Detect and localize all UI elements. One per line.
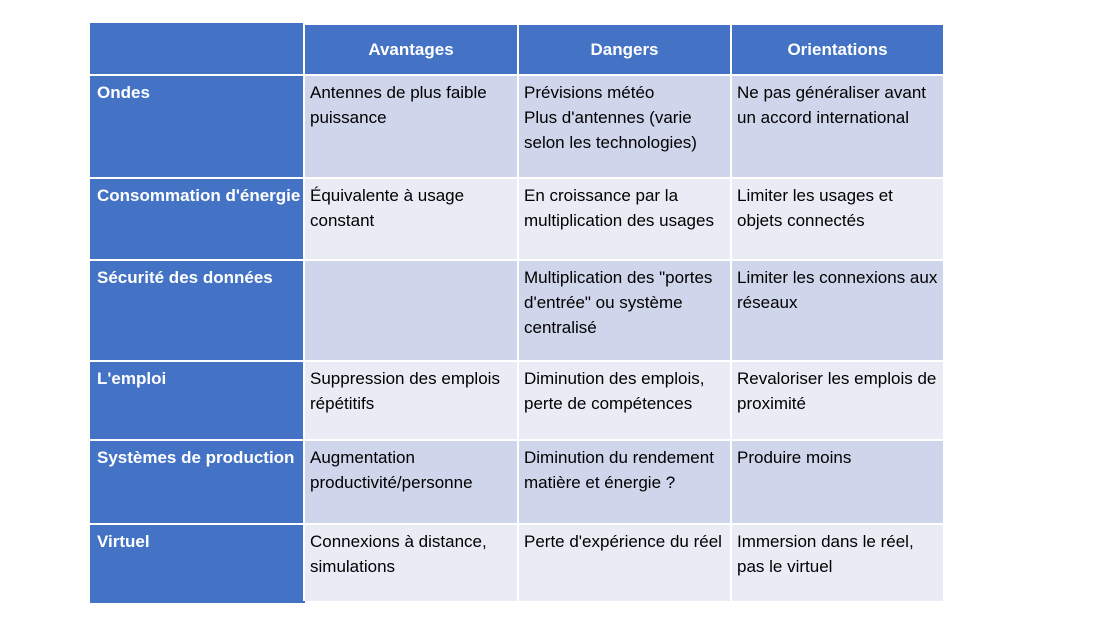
table-row [91, 440, 944, 524]
cell-avantages: Augmentation productivité/personne [304, 440, 518, 524]
cell-dangers: Diminution des emplois, perte de compétences [518, 361, 731, 440]
cell-orientations: Limiter les usages et objets connectés [731, 178, 944, 260]
row-label-ondes: Ondes [91, 75, 304, 178]
cell-dangers: En croissance par la multiplication des usages [518, 178, 731, 260]
table-row [91, 75, 944, 178]
cell-dangers: Multiplication des "portes d'entrée" ou système centralisé [518, 260, 731, 361]
cell-orientations: Ne pas généraliser avant un accord international [731, 75, 944, 178]
cell-avantages: Antennes de plus faible puissance [304, 75, 518, 178]
cell-dangers: Diminution du rendement matière et énergie ? [518, 440, 731, 524]
cell-orientations: Produire moins [731, 440, 944, 524]
table-row [91, 361, 944, 440]
comparison-table [90, 23, 945, 603]
header-avantages: Avantages [304, 24, 518, 75]
header-corner [91, 24, 304, 75]
cell-avantages: Connexions à distance, simulations [304, 524, 518, 602]
table-row [91, 178, 944, 260]
cell-dangers: Perte d'expérience du réel [518, 524, 731, 602]
table-row [91, 524, 944, 602]
cell-dangers: Prévisions météo Plus d'antennes (varie selon les technologies) [518, 75, 731, 178]
cell-orientations: Revaloriser les emplois de proximité [731, 361, 944, 440]
row-label-consommation: Consommation d'énergie [91, 178, 304, 260]
header-dangers: Dangers [518, 24, 731, 75]
cell-orientations: Limiter les connexions aux réseaux [731, 260, 944, 361]
table-header-row [91, 24, 944, 75]
cell-avantages: Équivalente à usage constant [304, 178, 518, 260]
table-row [91, 260, 944, 361]
row-label-securite: Sécurité des données [91, 260, 304, 361]
header-orientations: Orientations [731, 24, 944, 75]
cell-avantages [304, 260, 518, 361]
row-label-virtuel: Virtuel [91, 524, 304, 602]
cell-orientations: Immersion dans le réel, pas le virtuel [731, 524, 944, 602]
row-label-emploi: L'emploi [91, 361, 304, 440]
row-label-systemes: Systèmes de production [91, 440, 304, 524]
cell-avantages: Suppression des emplois répétitifs [304, 361, 518, 440]
